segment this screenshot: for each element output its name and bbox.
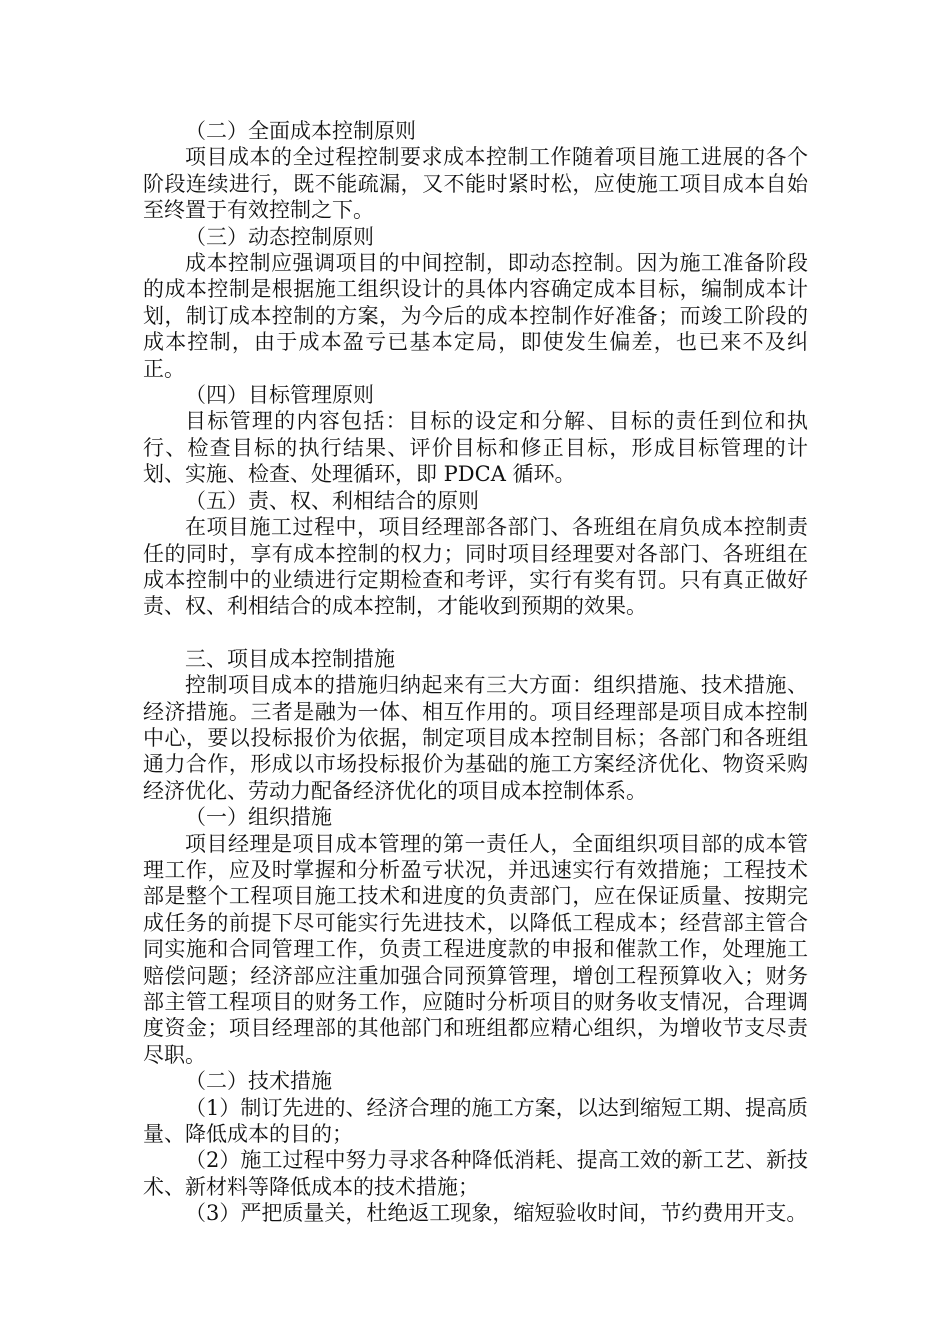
technical-measure-item: （1）制订先进的、经济合理的施工方案，以达到缩短工期、提高质量、降低成本的目的； (143, 1095, 808, 1147)
section-heading-target-management: （四）目标管理原则 (185, 383, 374, 408)
part-heading-cost-control-measures: 三、项目成本控制措施 (185, 646, 395, 671)
technical-measure-item: （2）施工过程中努力寻求各种降低消耗、提高工效的新工艺、新技术、新材料等降低成本的技术措施； (143, 1148, 808, 1199)
document-page (143, 118, 808, 1227)
section-body-comprehensive-control: 项目成本的全过程控制要求成本控制工作随着项目施工进展的各个阶段连续进行，既不能疏漏，又不能时紧时松，应使施工项目成本自始至终置于有效控制之下。 (143, 145, 808, 223)
section-body-target-management: 目标管理的内容包括：目标的设定和分解、目标的责任到位和执行、检查目标的执行结果、评价目标和修正目标，形成目标管理的计划、实施、检查、处理循环，即 PDCA 循环。 (143, 409, 808, 487)
subsection-body-organization: 项目经理是项目成本管理的第一责任人，全面组织项目部的成本管理工作，应及时掌握和分析盈亏状况，并迅速实行有效措施；工程技术部是整个工程项目施工技术和进度的负责部门，应在保证质量、按期完成任务的前提下尽可能实行先进技术，以降低工程成本；经营部主管合同实施和合同管理工作，负责工程进度款的申报和催款工作，处理施工赔偿问题；经济部应注重加强合同预算管理，增创工程预算收入；财务部主管工程项目的财务工作，应随时分析项目的财务收支情况，合理调度资金；项目经理部的其他部门和班组都应精心组织，为增收节支尽责尽职。 (143, 831, 808, 1067)
section-body-dynamic-control: 成本控制应强调项目的中间控制，即动态控制。因为施工准备阶段的成本控制是根据施工组织设计的具体内容确定成本目标，编制成本计划，制订成本控制的方案，为今后的成本控制作好准备；而竣工阶段的成本控制，由于成本盈亏已基本定局，即使发生偏差，也已来不及纠正。 (143, 251, 808, 381)
subsection-heading-technical: （二）技术措施 (185, 1069, 332, 1094)
part-body-cost-control-measures: 控制项目成本的措施归纳起来有三大方面：组织措施、技术措施、经济措施。三者是融为一体、相互作用的。项目经理部是项目成本控制中心，要以投标报价为依据，制定项目成本控制目标；各部门和各班组通力合作，形成以市场投标报价为基础的施工方案经济优化、物资采购经济优化、劳动力配备经济优化的项目成本控制体系。 (143, 673, 808, 803)
technical-measure-item: （3）严把质量关，杜绝返工现象，缩短验收时间，节约费用开支。 (185, 1201, 808, 1226)
subsection-heading-organization: （一）组织措施 (185, 805, 332, 830)
section-heading-dynamic-control: （三）动态控制原则 (185, 224, 374, 249)
section-heading-responsibility-rights: （五）责、权、利相结合的原则 (185, 488, 479, 513)
section-body-responsibility-rights: 在项目施工过程中，项目经理部各部门、各班组在肩负成本控制责任的同时，享有成本控制的权力；同时项目经理要对各部门、各班组在成本控制中的业绩进行定期检查和考评，实行有奖有罚。只有真正做好责、权、利相结合的成本控制，才能收到预期的效果。 (143, 515, 808, 619)
paragraph-spacer (143, 620, 808, 646)
section-heading-comprehensive-control: （二）全面成本控制原则 (185, 119, 416, 143)
